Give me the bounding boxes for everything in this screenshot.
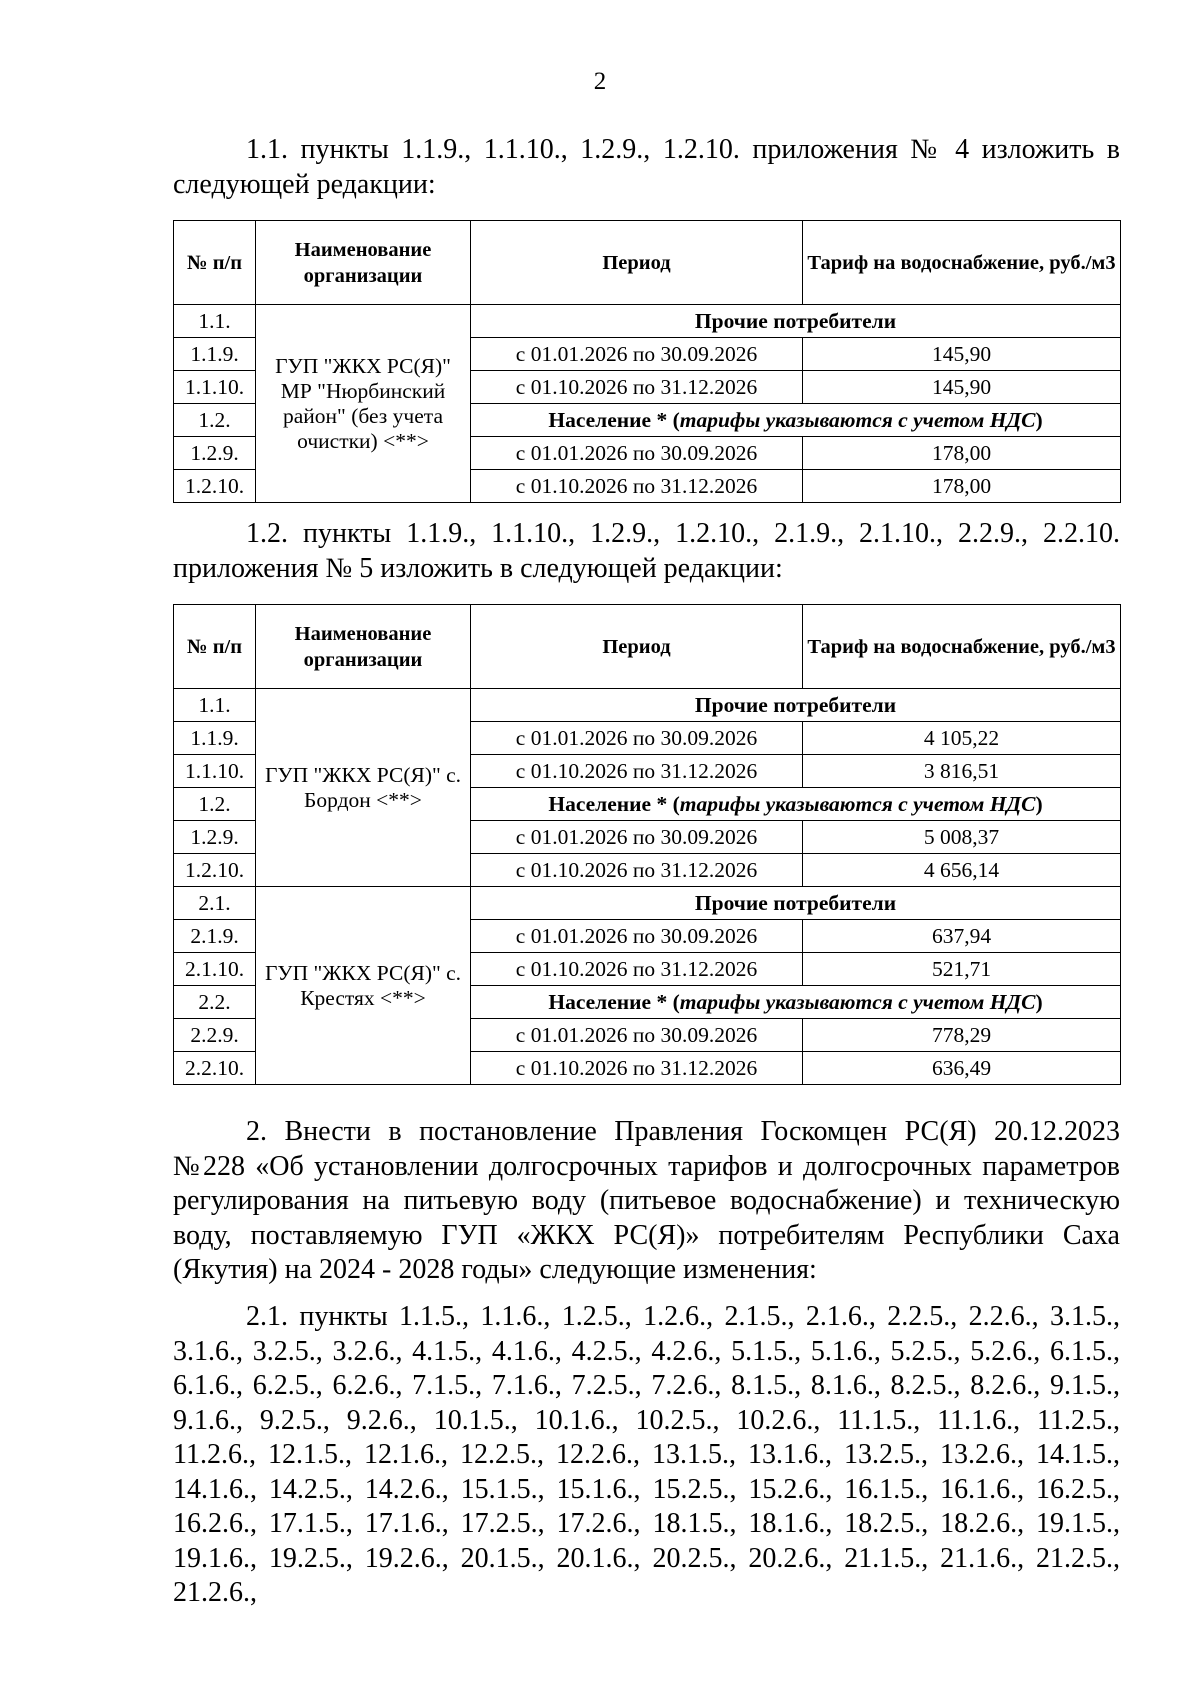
row-tariff: 145,90 (803, 371, 1121, 404)
row-tariff: 3 816,51 (803, 755, 1121, 788)
row-num: 1.1.10. (174, 371, 256, 404)
group-label: Прочие потребители (471, 305, 1121, 338)
row-period: с 01.10.2026 по 31.12.2026 (471, 854, 803, 887)
group-label: Население * (тарифы указываются с учетом НДС) (471, 788, 1121, 821)
table-header-row (174, 221, 1121, 305)
table-row (174, 305, 1121, 338)
header-org: Наименование организации (256, 605, 471, 689)
row-period: с 01.10.2026 по 31.12.2026 (471, 371, 803, 404)
row-period: с 01.01.2026 по 30.09.2026 (471, 1019, 803, 1052)
row-num: 1.2.9. (174, 437, 256, 470)
row-period: с 01.01.2026 по 30.09.2026 (471, 920, 803, 953)
row-num: 1.2.10. (174, 470, 256, 503)
row-period: с 01.01.2026 по 30.09.2026 (471, 821, 803, 854)
row-period: с 01.01.2026 по 30.09.2026 (471, 338, 803, 371)
tariff-table-appendix-4 (173, 220, 1121, 503)
row-tariff: 178,00 (803, 437, 1121, 470)
row-num: 1.2. (174, 788, 256, 821)
row-tariff: 636,49 (803, 1052, 1121, 1085)
row-num: 1.2.10. (174, 854, 256, 887)
paragraph-2-1: 2.1. пункты 1.1.5., 1.1.6., 1.2.5., 1.2.6., 2.1.5., 2.1.6., 2.2.5., 2.2.6., 3.1.5., 3.1.6., 3.2.5., 3.2.6., 4.1.5., 4.1.6., 4.2.5., 4.2.6., 5.1.5., 5.1.6., 5.2.5., 5.2.6., 6.1.5., 6.1.6., 6.2.5., 6.2.6., 7.1.5., 7.1.6., 7.2.5., 7.2.6., 8.1.5., 8.1.6., 8.2.5., 8.2.6., 9.1.5., 9.1.6., 9.2.5., 9.2.6., 10.1.5., 10.1.6., 10.2.5., 10.2.6., 11.1.5., 11.1.6., 11.2.5., 11.2.6., 12.1.5., 12.1.6., 12.2.5., 12.2.6., 13.1.5., 13.1.6., 13.2.5., 13.2.6., 14.1.5., 14.1.6., 14.2.5., 14.2.6., 15.1.5., 15.1.6., 15.2.5., 15.2.6., 16.1.5., 16.1.6., 16.2.5., 16.2.6., 17.1.5., 17.1.6., 17.2.5., 17.2.6., 18.1.5., 18.1.6., 18.2.5., 18.2.6., 19.1.5., 19.1.6., 19.2.5., 19.2.6., 20.1.5., 20.1.6., 20.2.5., 20.2.6., 21.1.5., 21.1.6., 21.2.5., 21.2.6., (173, 1301, 1120, 1608)
header-tariff: Тариф на водоснабжение, руб./м3 (803, 221, 1121, 305)
header-period: Период (471, 221, 803, 305)
table-header-row (174, 605, 1121, 689)
row-num: 2.1.10. (174, 953, 256, 986)
row-tariff: 637,94 (803, 920, 1121, 953)
row-tariff: 4 656,14 (803, 854, 1121, 887)
row-tariff: 178,00 (803, 470, 1121, 503)
row-period: с 01.10.2026 по 31.12.2026 (471, 470, 803, 503)
row-period: с 01.10.2026 по 31.12.2026 (471, 1052, 803, 1085)
paragraph-1-2: 1.2. пункты 1.1.9., 1.1.10., 1.2.9., 1.2.10., 2.1.9., 2.1.10., 2.2.9., 2.2.10. приложения № 5 изложить в следующей редакции: (173, 518, 1120, 584)
table-row (174, 689, 1121, 722)
org-name: ГУП "ЖКХ РС(Я)" с. Бордон <**> (256, 689, 471, 887)
row-period: с 01.10.2026 по 31.12.2026 (471, 755, 803, 788)
row-period: с 01.01.2026 по 30.09.2026 (471, 437, 803, 470)
row-tariff: 145,90 (803, 338, 1121, 371)
row-num: 2.2. (174, 986, 256, 1019)
row-tariff: 778,29 (803, 1019, 1121, 1052)
row-tariff: 4 105,22 (803, 722, 1121, 755)
row-num: 2.1. (174, 887, 256, 920)
header-num: № п/п (174, 221, 256, 305)
row-period: с 01.10.2026 по 31.12.2026 (471, 953, 803, 986)
group-label: Население * (тарифы указываются с учетом НДС) (471, 404, 1121, 437)
row-num: 1.1.10. (174, 755, 256, 788)
group-label: Прочие потребители (471, 887, 1121, 920)
group-label: Население * (тарифы указываются с учетом НДС) (471, 986, 1121, 1019)
row-period: с 01.01.2026 по 30.09.2026 (471, 722, 803, 755)
paragraph-1-1: 1.1. пункты 1.1.9., 1.1.10., 1.2.9., 1.2.10. приложения № 4 изложить в следующей редакции: (173, 134, 1120, 200)
row-tariff: 521,71 (803, 953, 1121, 986)
row-num: 2.1.9. (174, 920, 256, 953)
row-num: 2.2.9. (174, 1019, 256, 1052)
header-tariff: Тариф на водоснабжение, руб./м3 (803, 605, 1121, 689)
row-num: 1.1.9. (174, 338, 256, 371)
header-period: Период (471, 605, 803, 689)
page-number: 2 (593, 68, 607, 95)
row-num: 1.2. (174, 404, 256, 437)
header-num: № п/п (174, 605, 256, 689)
group-label: Прочие потребители (471, 689, 1121, 722)
row-num: 1.1. (174, 689, 256, 722)
header-org: Наименование организации (256, 221, 471, 305)
org-name: ГУП "ЖКХ РС(Я)" с. Крестях <**> (256, 887, 471, 1085)
row-num: 1.2.9. (174, 821, 256, 854)
row-num: 2.2.10. (174, 1052, 256, 1085)
paragraph-2: 2. Внести в постановление Правления Госкомцен РС(Я) 20.12.2023 №228 «Об установлении долгосрочных тарифов и долгосрочных параметров регулирования на питьевую воду (питьевое водоснабжение) и техническую воду, поставляемую ГУП «ЖКХ РС(Я)» потребителям Республики Саха (Якутия) на 2024 - 2028 годы» следующие изменения: (173, 1116, 1120, 1285)
org-name: ГУП "ЖКХ РС(Я)" МР "Нюрбинский район" (без учета очистки) <**> (256, 305, 471, 503)
tariff-table-appendix-5 (173, 604, 1121, 1085)
row-num: 1.1.9. (174, 722, 256, 755)
table-row (174, 887, 1121, 920)
row-num: 1.1. (174, 305, 256, 338)
row-tariff: 5 008,37 (803, 821, 1121, 854)
